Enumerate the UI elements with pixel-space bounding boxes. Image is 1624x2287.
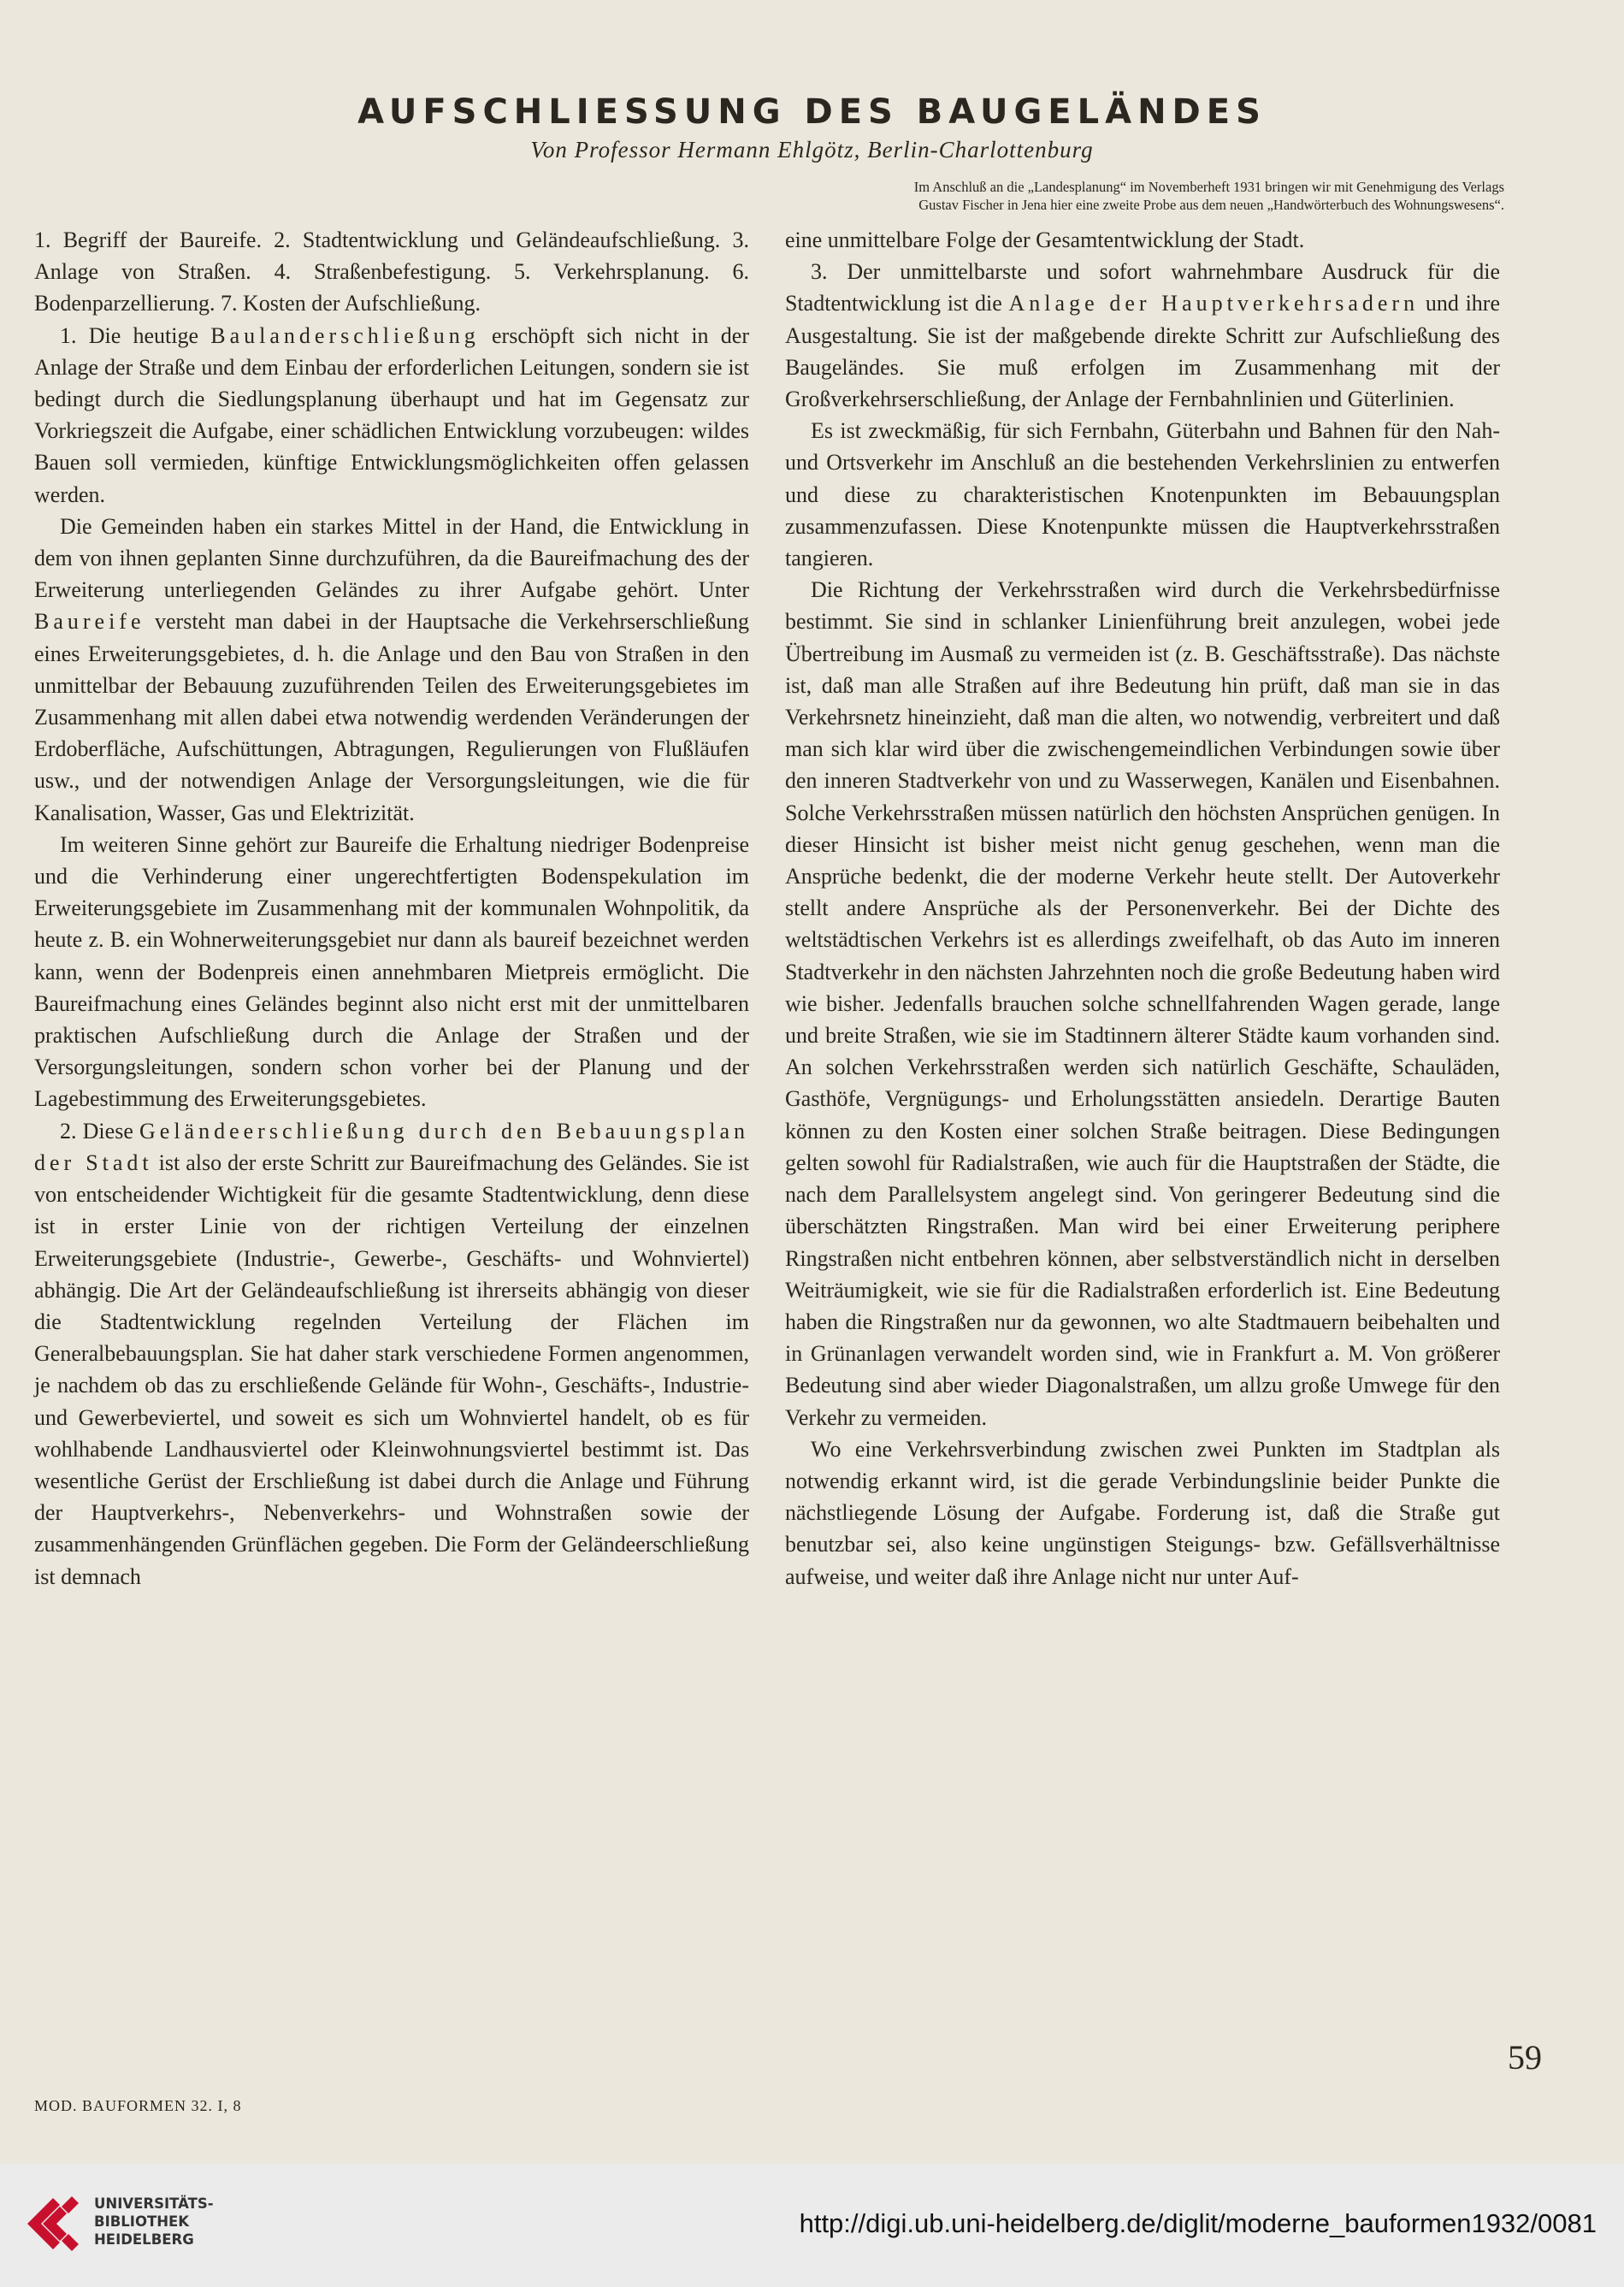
paragraph: [785, 256, 1500, 415]
right-column: [785, 224, 1500, 1593]
paragraph: Die Richtung der Verkehrsstraßen wird durch die Verkehrsbedürfnisse bestimmt. Sie sind in schlanker Linienführung breit anzulegen, wobei jede Übertreibung im Ausmaß zu vermeiden ist (z. B. Geschäftsstraße). Das nächste ist, daß man alle Straßen auf ihre Bedeutung hin prüft, daß man sie in das Verkehrsnetz hineinzieht, daß man die alten, wo notwendig, verbreitert und daß man sich klar wird über die zwischengemeindlichen Verbindungen sowie über den inneren Stadtverkehr von und zu Wasserwegen, Kanälen und Eisenbahnen. Solche Verkehrsstraßen müssen natürlich den höchsten Ansprüchen genügen. In dieser Hinsicht ist bisher meist nicht genug geschehen, wenn man die Ansprüche bedenkt, die der moderne Verkehr heute stellt. Der Autoverkehr stellt andere Ansprüche als der Personenverkehr. Bei der Dichte des weltstädtischen Verkehrs ist es allerdings zweifelhaft, ob das Auto im inneren Stadtverkehr in den nächsten Jahrzehnten noch die große Bedeutung haben wird wie bisher. Jedenfalls brauchen solche schnellfahrenden Wagen gerade, lange und breite Straßen, wie sie im Stadtinnern älterer Städte kaum vorhanden sind. An solchen Verkehrsstraßen werden sich natürlich Geschäfte, Schauläden, Gasthöfe, Vergnügungs- und Erholungsstätten ansiedeln. Derartige Bauten können zu den Kosten einer solchen Straße beitragen. Diese Bedingungen gelten sowohl für Radialstraßen, wie auch für die Hauptstraßen der Städte, die nach dem Parallelsystem angelegt sind. Von geringerer Bedeutung sind die überschätzten Ringstraßen. Man wird bei einer Erweiterung periphere Ringstraßen nicht entbehren können, aber selbstverständlich nicht in derselben Weiträumigkeit, wie sie für die Radialstraßen erforderlich ist. Eine Bedeutung haben die Ringstraßen nur da gewonnen, wo alte Stadtmauern beibehalten und in Grünanlagen verwandelt worden sind, wie in Frankfurt a. M. Von größerer Bedeutung sind aber wieder Diagonalstraßen, um allzu große Umwege für den Verkehr zu vermeiden.: [785, 577, 1500, 1430]
text-run: erschöpft sich nicht in der Anlage der Straße und dem Einbau der erforderlichen Leitungen, sondern sie ist bedingt durch die Siedlungsplanung überhaupt und hat im Gegensatz zur Vorkriegszeit die Aufgabe, einer schädlichen Entwicklung vorzubeugen: wildes Bauen soll vermieden, künftige Entwicklungsmöglichkeiten offen gelassen werden.: [34, 322, 749, 507]
text-run: 3. Der unmittelbarste und sofort wahrnehmbare Ausdruck für die Stadtentwicklung ist die: [785, 259, 1500, 316]
editorial-note: [564, 178, 1504, 214]
paragraph: [34, 320, 749, 511]
paragraph: [34, 511, 749, 829]
text-run: und ihre Ausgestaltung. Sie ist der maßgebende direkte Schritt zur Aufschließung des Baugeländes. Sie muß erfolgen im Zusammenhang mit der Großverkehrserschließung, der Anlage der Fernbahnlinien und Güterlinien.: [785, 291, 1500, 412]
ub-heidelberg-logo-icon: [19, 2189, 87, 2258]
editorial-note-line: Gustav Fischer in Jena hier eine zweite Probe aus dem neuen „Handwörterbuch des Wohnungswesens“.: [918, 197, 1504, 213]
library-name: [94, 2195, 214, 2249]
article-title: AUFSCHLIESSUNG DES BAUGELÄNDES: [357, 92, 1267, 132]
library-name-line: BIBLIOTHEK: [94, 2213, 190, 2230]
library-footer-bar: [0, 2164, 1624, 2287]
library-name-line: UNIVERSITÄTS-: [94, 2195, 214, 2212]
paragraph: Im weiteren Sinne gehört zur Baureife die Erhaltung niedriger Bodenpreise und die Verhinderung einer ungerechtfertigten Bodenspekulation im Erweiterungsgebiete im Zusammenhang mit der kommunalen Wohnpolitik, da heute z. B. ein Wohnerweiterungsgebiet nur dann als baureif bezeichnet werden kann, wenn der Bodenpreis einen annehmbaren Mietpreis ermöglicht. Die Baureifmachung eines Geländes beginnt also nicht erst mit der unmittelbaren praktischen Aufschließung durch die Anlage der Straßen und der Versorgungsleitungen, sondern schon vorher bei der Planung und der Lagebestimmung des Erweiterungsgebietes.: [34, 831, 749, 1112]
paragraph: eine unmittelbare Folge der Gesamtentwicklung der Stadt.: [785, 228, 1305, 252]
text-run: Die Gemeinden haben ein starkes Mittel in der Hand, die Entwicklung in dem von ihnen geplanten Sinne durchzuführen, da die Baureifmachung des der Erweiterung unterliegenden Geländes zu ihrer Aufgabe gehört. Unter: [34, 513, 749, 603]
spaced-term: Anlage der Hauptverkehrsadern: [1008, 291, 1420, 316]
paragraph: Wo eine Verkehrsverbindung zwischen zwei Punkten im Stadtplan als notwendig erkannt wird, ist die gerade Verbindungslinie beider Punkte die nächstliegende Lösung der Aufgabe. Forderung ist, daß die Straße gut benutzbar sei, also keine ungünstigen Steigungs- bzw. Gefällsverhältnisse aufweise, und weiter daß ihre Anlage nicht nur unter Auf-: [785, 1436, 1500, 1589]
text-run: versteht man dabei in der Hauptsache die Verkehrserschließung eines Erweiterungsgebietes, d. h. die Anlage und den Bau von Straßen in den unmittelbar der Bebauung zuzuführenden Teilen des Erweiterungsgebietes im Zusammenhang mit allen dabei etwa notwendig werdenden Veränderungen der Erdoberfläche, Aufschüttungen, Abtragungen, Regulierungen von Flußläufen usw., und der notwendigen Anlage der Versorgungsleitungen, wie die für Kanalisation, Wasser, Gas und Elektrizität.: [34, 609, 749, 825]
article-author: Von Professor Hermann Ehlgötz, Berlin-Charlottenburg: [530, 137, 1094, 163]
spaced-term: Baulanderschließung: [210, 322, 480, 348]
text-run: ist also der erste Schritt zur Baureifmachung des Geländes. Sie ist von entscheidender Wichtigkeit für die gesamte Stadtentwicklung, denn diese ist in erster Linie von der richtigen Verteilung der einzelnen Erweiterungsgebiete (Industrie-, Gewerbe-, Geschäfts- und Wohnviertel) abhängig. Die Art der Geländeaufschließung ist ihrerseits abhängig von dieser die Stadtentwicklung regelnden Verteilung der Flächen im Generalbebauungsplan. Sie hat daher stark verschiedene Formen angenommen, je nachdem ob das zu erschließende Gelände für Wohn-, Geschäfts-, Industrie- und Gewerbeviertel, und soweit es sich um Wohnviertel handelt, ob es für wohlhabende Landhausviertel oder Kleinwohnungsviertel bestimmt ist. Das wesentliche Gerüst der Erschließung ist dabei durch die Anlage und Führung der Hauptverkehrs-, Nebenverkehrs- und Wohnstraßen sowie der zusammenhängenden Grünflächen gegeben. Die Form der Geländeerschließung ist demnach: [34, 1149, 749, 1589]
spaced-term: Baureife: [34, 609, 145, 635]
text-run: 2. Diese: [60, 1118, 140, 1144]
editorial-note-line: Im Anschluß an die „Landesplanung“ im Novemberheft 1931 bringen wir mit Genehmigung des Verlags: [913, 179, 1504, 195]
library-name-line: HEIDELBERG: [94, 2231, 194, 2248]
spaced-term: Geländeerschließung durch den Bebauungsplan der Stadt: [34, 1118, 749, 1175]
journal-reference: MOD. BAUFORMEN 32. I, 8: [34, 2097, 242, 2114]
page-number: 59: [1508, 2038, 1542, 2077]
permalink-url[interactable]: http://digi.ub.uni-heidelberg.de/diglit/moderne_bauformen1932/0081: [799, 2208, 1597, 2238]
left-column: [34, 224, 749, 1593]
paragraph: 1. Begriff der Baureife. 2. Stadtentwicklung und Geländeaufschließung. 3. Anlage von Straßen. 4. Straßenbefestigung. 5. Verkehrsplanung. 6. Bodenparzellierung. 7. Kosten der Aufschließung.: [34, 228, 749, 316]
text-run: 1. Die heutige: [60, 322, 211, 348]
paragraph: [34, 1115, 749, 1593]
paragraph: Es ist zweckmäßig, für sich Fernbahn, Güterbahn und Bahnen für den Nah- und Ortsverkehr im Anschluß an die bestehenden Verkehrslinien zu entwerfen und diese zu charakteristischen Knotenpunkten im Bebauungsplan zusammenzufassen. Diese Knotenpunkte müssen die Hauptverkehrsstraßen tangieren.: [785, 418, 1500, 571]
